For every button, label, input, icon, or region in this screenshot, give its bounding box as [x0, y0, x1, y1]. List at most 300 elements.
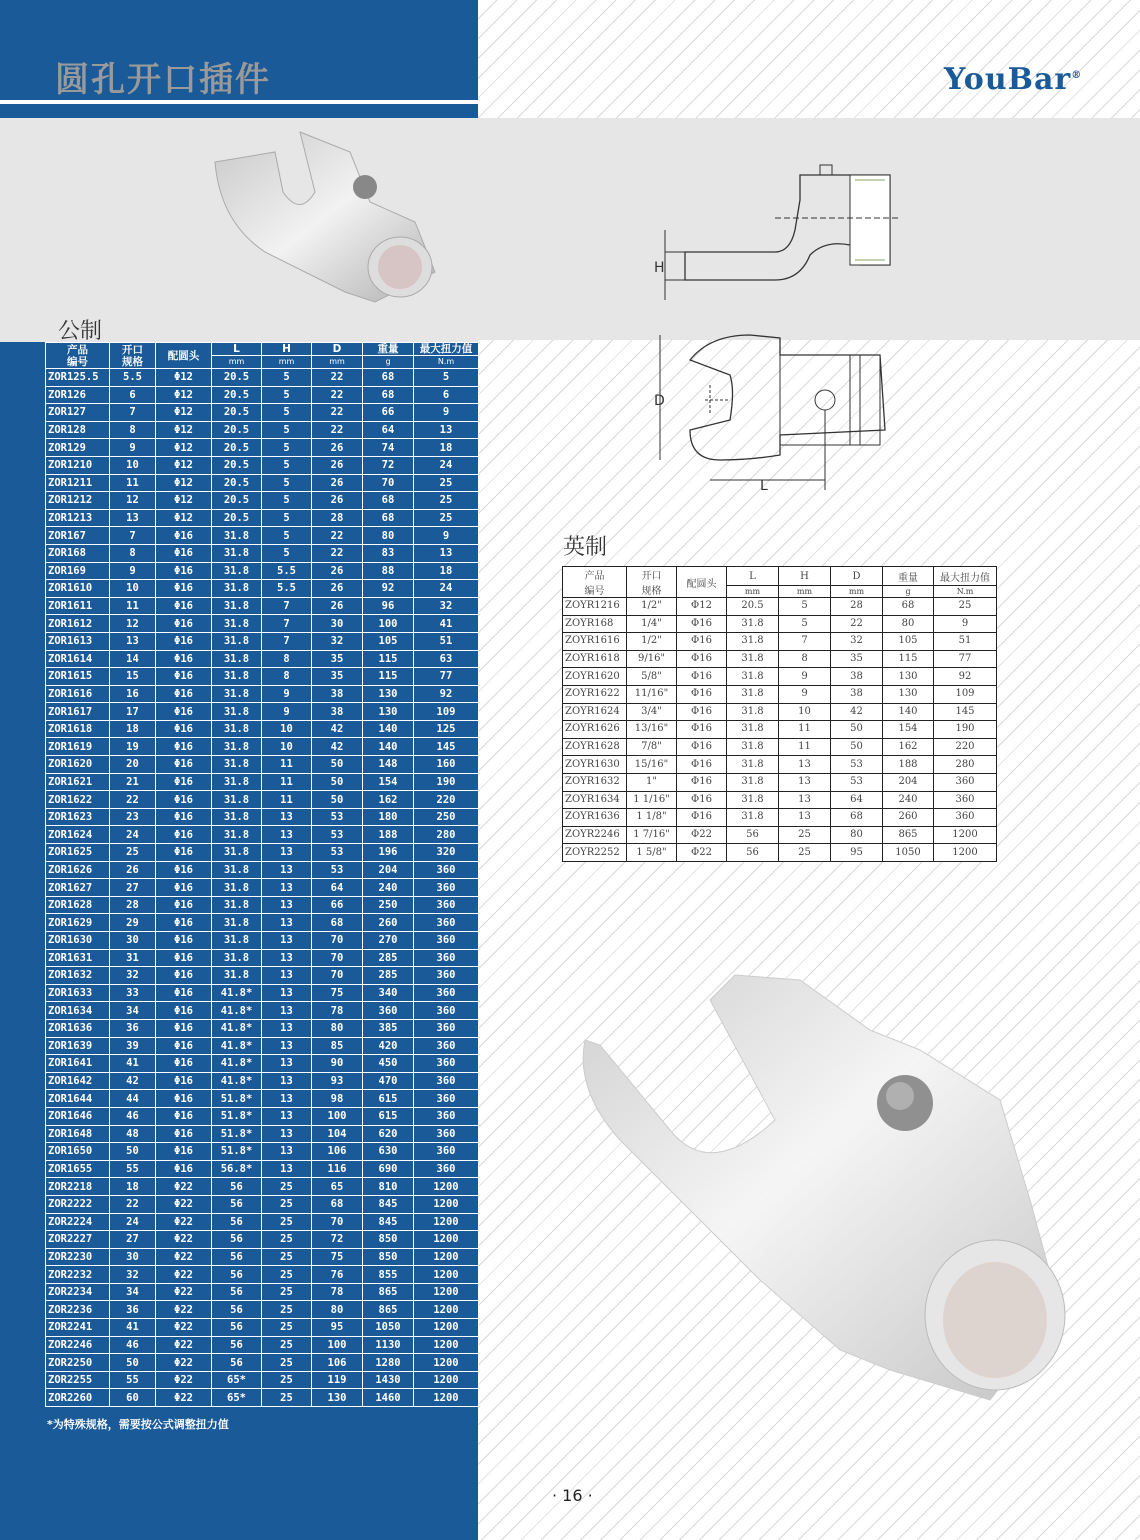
- metric-table-cell: Φ22: [156, 1231, 212, 1249]
- metric-table-cell: 470: [363, 1072, 414, 1090]
- metric-table-cell: 10: [262, 738, 312, 756]
- metric-table-cell: Φ16: [156, 527, 212, 545]
- imperial-table-cell: ZOYR1624: [563, 703, 627, 721]
- metric-table-cell: 70: [312, 949, 363, 967]
- metric-unit-cell: mm: [312, 356, 363, 369]
- metric-table-cell: 1200: [414, 1213, 479, 1231]
- metric-table-cell: 28: [312, 509, 363, 527]
- metric-table-cell: 56: [212, 1336, 262, 1354]
- imperial-table-row: [563, 756, 997, 774]
- imperial-table-cell: 13: [779, 809, 831, 827]
- metric-table-cell: 85: [312, 1037, 363, 1055]
- metric-table-cell: 25: [262, 1195, 312, 1213]
- metric-table-cell: ZOR2222: [46, 1195, 110, 1213]
- metric-table-cell: ZOR1623: [46, 808, 110, 826]
- metric-table-row: [46, 861, 479, 879]
- imperial-unit-cell: g: [883, 586, 934, 598]
- metric-header-text: 产品: [67, 343, 88, 356]
- metric-table-cell: 13: [262, 1037, 312, 1055]
- imperial-table-cell: 77: [934, 650, 997, 668]
- metric-table-cell: ZOR1618: [46, 720, 110, 738]
- metric-table-cell: 31.8: [212, 808, 262, 826]
- metric-table-cell: Φ16: [156, 791, 212, 809]
- metric-table-cell: 41.8*: [212, 1019, 262, 1037]
- metric-table-cell: 31.8: [212, 632, 262, 650]
- metric-table-cell: ZOR2232: [46, 1266, 110, 1284]
- imperial-table-cell: ZOYR1626: [563, 721, 627, 739]
- metric-table-cell: 53: [312, 861, 363, 879]
- metric-table-cell: 20.5: [212, 492, 262, 510]
- metric-header-text: D: [332, 343, 342, 355]
- imperial-table-cell: 31.8: [727, 633, 779, 651]
- metric-table-cell: Φ16: [156, 597, 212, 615]
- metric-table-cell: Φ12: [156, 439, 212, 457]
- metric-table-cell: Φ16: [156, 756, 212, 774]
- metric-table-cell: 620: [363, 1125, 414, 1143]
- imperial-table-cell: ZOYR1628: [563, 738, 627, 756]
- imperial-table-cell: 38: [831, 685, 883, 703]
- metric-table-cell: 6: [110, 386, 156, 404]
- metric-table-cell: Φ16: [156, 650, 212, 668]
- metric-table-cell: 360: [414, 1072, 479, 1090]
- metric-table-cell: 66: [363, 404, 414, 422]
- metric-table-cell: Φ16: [156, 544, 212, 562]
- metric-table-cell: 68: [363, 369, 414, 387]
- metric-table-cell: 1200: [414, 1319, 479, 1337]
- metric-table-cell: Φ12: [156, 369, 212, 387]
- metric-table-cell: 21: [110, 773, 156, 791]
- metric-table-cell: 51: [414, 632, 479, 650]
- metric-table-cell: 50: [312, 773, 363, 791]
- metric-table-cell: ZOR1628: [46, 896, 110, 914]
- metric-table-cell: 31.8: [212, 738, 262, 756]
- metric-table-cell: ZOR1610: [46, 580, 110, 598]
- imperial-table-cell: 9: [779, 668, 831, 686]
- metric-table-cell: 51.8*: [212, 1125, 262, 1143]
- imperial-table-row: [563, 685, 997, 703]
- metric-table-cell: Φ16: [156, 844, 212, 862]
- metric-table-cell: 360: [414, 1037, 479, 1055]
- metric-table-row: [46, 668, 479, 686]
- metric-table-cell: 25: [262, 1301, 312, 1319]
- metric-table-cell: 38: [312, 703, 363, 721]
- metric-table-cell: 53: [312, 808, 363, 826]
- metric-table-cell: 50: [110, 1143, 156, 1161]
- metric-table-cell: 1130: [363, 1336, 414, 1354]
- metric-table-cell: 53: [312, 826, 363, 844]
- metric-table-row: [46, 1266, 479, 1284]
- metric-table-cell: 850: [363, 1231, 414, 1249]
- imperial-table-cell: 25: [779, 826, 831, 844]
- metric-table-cell: 160: [414, 756, 479, 774]
- metric-table-cell: 31.8: [212, 879, 262, 897]
- metric-table-cell: 850: [363, 1248, 414, 1266]
- metric-table-row: [46, 492, 479, 510]
- metric-table-cell: 13: [262, 1143, 312, 1161]
- metric-table-cell: 56: [212, 1354, 262, 1372]
- metric-table-cell: ZOR126: [46, 386, 110, 404]
- metric-table-cell: ZOR129: [46, 439, 110, 457]
- metric-table-cell: 25: [262, 1231, 312, 1249]
- metric-table-cell: 5: [262, 369, 312, 387]
- metric-table-cell: 130: [312, 1389, 363, 1407]
- metric-table-row: [46, 932, 479, 950]
- metric-table-cell: 360: [414, 914, 479, 932]
- imperial-header-cell: [934, 567, 997, 586]
- metric-table-row: [46, 808, 479, 826]
- metric-table-cell: ZOR2230: [46, 1248, 110, 1266]
- metric-table-cell: 13: [262, 1002, 312, 1020]
- metric-table-row: [46, 1002, 479, 1020]
- imperial-table-row: [563, 721, 997, 739]
- metric-unit-cell: mm: [262, 356, 312, 369]
- metric-table-row: [46, 386, 479, 404]
- metric-table-cell: ZOR1611: [46, 597, 110, 615]
- metric-table-cell: 320: [414, 844, 479, 862]
- metric-table-cell: 25: [262, 1283, 312, 1301]
- imperial-table-cell: Φ16: [677, 685, 727, 703]
- metric-table-cell: Φ16: [156, 562, 212, 580]
- metric-table-cell: Φ16: [156, 879, 212, 897]
- metric-table-cell: 104: [312, 1125, 363, 1143]
- imperial-table-cell: 31.8: [727, 668, 779, 686]
- metric-table-cell: 105: [363, 632, 414, 650]
- metric-table-cell: Φ12: [156, 386, 212, 404]
- metric-table-cell: ZOR1625: [46, 844, 110, 862]
- metric-table-cell: 80: [312, 1301, 363, 1319]
- metric-table-cell: Φ16: [156, 738, 212, 756]
- metric-table-cell: 25: [262, 1354, 312, 1372]
- metric-table-cell: 1200: [414, 1301, 479, 1319]
- metric-table-row: [46, 421, 479, 439]
- metric-table-cell: 13: [262, 1072, 312, 1090]
- metric-header-cell: [212, 343, 262, 356]
- metric-table-row: [46, 1107, 479, 1125]
- imperial-table-cell: Φ16: [677, 809, 727, 827]
- imperial-header-text: H: [800, 570, 809, 582]
- metric-table-cell: 130: [363, 685, 414, 703]
- metric-table-cell: 13: [262, 844, 312, 862]
- metric-table-cell: 75: [312, 1248, 363, 1266]
- metric-table-cell: 68: [312, 914, 363, 932]
- metric-table-cell: Φ22: [156, 1354, 212, 1372]
- metric-table-cell: 60: [110, 1389, 156, 1407]
- metric-table-row: [46, 580, 479, 598]
- metric-table-row: [46, 456, 479, 474]
- metric-table-cell: 630: [363, 1143, 414, 1161]
- metric-table-cell: 80: [363, 527, 414, 545]
- metric-table-row: [46, 404, 479, 422]
- metric-table-cell: Φ16: [156, 668, 212, 686]
- metric-table-cell: 70: [363, 474, 414, 492]
- metric-table-cell: 92: [414, 685, 479, 703]
- imperial-table-cell: 204: [883, 773, 934, 791]
- imperial-table-cell: 130: [883, 668, 934, 686]
- imperial-header-text: 最大扭力值: [940, 572, 990, 584]
- metric-table-cell: 5: [262, 439, 312, 457]
- metric-table-row: [46, 1178, 479, 1196]
- metric-table-cell: 72: [363, 456, 414, 474]
- metric-table-cell: ZOR1644: [46, 1090, 110, 1108]
- metric-table-cell: 42: [110, 1072, 156, 1090]
- metric-table-row: [46, 1319, 479, 1337]
- metric-table-cell: ZOR1213: [46, 509, 110, 527]
- imperial-spec-table: [562, 566, 997, 862]
- metric-table-cell: 34: [110, 1283, 156, 1301]
- metric-table-cell: 9: [262, 703, 312, 721]
- metric-table-cell: 56.8*: [212, 1160, 262, 1178]
- imperial-table-cell: 1/4": [627, 615, 677, 633]
- imperial-header-text: 产品: [584, 571, 605, 582]
- metric-table-cell: ZOR2255: [46, 1371, 110, 1389]
- imperial-table-cell: 240: [883, 791, 934, 809]
- imperial-table-cell: Φ22: [677, 826, 727, 844]
- metric-table-cell: 810: [363, 1178, 414, 1196]
- metric-table-cell: 8: [110, 421, 156, 439]
- imperial-table-cell: 188: [883, 756, 934, 774]
- metric-table-cell: 22: [312, 404, 363, 422]
- metric-table-cell: Φ16: [156, 1037, 212, 1055]
- metric-table-cell: 23: [110, 808, 156, 826]
- metric-header-text: L: [233, 343, 240, 355]
- imperial-section-label: 英制: [563, 535, 608, 560]
- imperial-header-text: 编号: [584, 586, 605, 597]
- metric-table-cell: 5: [262, 404, 312, 422]
- metric-table-row: [46, 1143, 479, 1161]
- imperial-table-cell: 190: [934, 721, 997, 739]
- metric-table-cell: 11: [262, 791, 312, 809]
- metric-header-cell: [156, 343, 212, 369]
- metric-table-cell: 360: [414, 1090, 479, 1108]
- metric-table-cell: 26: [312, 439, 363, 457]
- metric-table-cell: 31.8: [212, 527, 262, 545]
- metric-table-row: [46, 879, 479, 897]
- metric-header-cell: [414, 343, 479, 356]
- metric-table-cell: 11: [262, 756, 312, 774]
- imperial-header-cell: [883, 567, 934, 586]
- metric-table-cell: 26: [312, 492, 363, 510]
- imperial-table-cell: 68: [883, 598, 934, 616]
- metric-table-cell: ZOR1631: [46, 949, 110, 967]
- metric-table-cell: ZOR1648: [46, 1125, 110, 1143]
- metric-table-cell: 119: [312, 1371, 363, 1389]
- imperial-table-cell: 25: [934, 598, 997, 616]
- imperial-table-row: [563, 650, 997, 668]
- metric-table-cell: 25: [262, 1266, 312, 1284]
- imperial-table-cell: 8: [779, 650, 831, 668]
- imperial-header-cell: [677, 567, 727, 598]
- metric-table-cell: 360: [414, 967, 479, 985]
- metric-table-cell: 56: [212, 1213, 262, 1231]
- metric-table-cell: 31.8: [212, 791, 262, 809]
- metric-table-cell: 8: [110, 544, 156, 562]
- metric-table-cell: 56: [212, 1248, 262, 1266]
- metric-table-cell: Φ12: [156, 456, 212, 474]
- d-dimension-label: D: [654, 393, 665, 409]
- imperial-table-row: [563, 615, 997, 633]
- metric-table-row: [46, 1090, 479, 1108]
- metric-table-row: [46, 597, 479, 615]
- metric-table-cell: 360: [414, 949, 479, 967]
- imperial-table-cell: 1/2": [627, 633, 677, 651]
- metric-table-cell: 22: [110, 1195, 156, 1213]
- imperial-table-cell: ZOYR1616: [563, 633, 627, 651]
- metric-table-cell: 420: [363, 1037, 414, 1055]
- metric-table-cell: 24: [110, 1213, 156, 1231]
- metric-table-cell: 25: [262, 1213, 312, 1231]
- metric-table-cell: ZOR1639: [46, 1037, 110, 1055]
- metric-table-cell: 31.8: [212, 967, 262, 985]
- metric-table-cell: 32: [110, 967, 156, 985]
- metric-table-cell: Φ12: [156, 421, 212, 439]
- metric-table-cell: Φ22: [156, 1213, 212, 1231]
- metric-table-cell: 1460: [363, 1389, 414, 1407]
- metric-table-row: [46, 1125, 479, 1143]
- metric-table-cell: 36: [110, 1019, 156, 1037]
- metric-table-cell: 13: [262, 879, 312, 897]
- metric-table-cell: 115: [363, 668, 414, 686]
- metric-table-row: [46, 562, 479, 580]
- metric-table-cell: 56: [212, 1283, 262, 1301]
- metric-table-cell: 22: [110, 791, 156, 809]
- metric-table-cell: 360: [414, 984, 479, 1002]
- metric-table-cell: 13: [262, 1055, 312, 1073]
- imperial-table-cell: 56: [727, 844, 779, 862]
- metric-table-cell: 31: [110, 949, 156, 967]
- imperial-table-cell: 1200: [934, 844, 997, 862]
- metric-table-cell: 56: [212, 1231, 262, 1249]
- metric-table-cell: ZOR1614: [46, 650, 110, 668]
- metric-table-cell: 70: [312, 1213, 363, 1231]
- metric-table-cell: Φ16: [156, 1019, 212, 1037]
- metric-table-cell: 33: [110, 984, 156, 1002]
- imperial-table-cell: 220: [934, 738, 997, 756]
- imperial-table-cell: 109: [934, 685, 997, 703]
- metric-table-cell: 1430: [363, 1371, 414, 1389]
- imperial-table-header: [563, 567, 997, 598]
- metric-table-cell: 6: [414, 386, 479, 404]
- metric-table-cell: 106: [312, 1354, 363, 1372]
- metric-table-cell: 360: [414, 896, 479, 914]
- metric-table-cell: 55: [110, 1160, 156, 1178]
- metric-table-cell: 5.5: [262, 562, 312, 580]
- metric-table-cell: Φ16: [156, 896, 212, 914]
- metric-table-cell: 845: [363, 1213, 414, 1231]
- imperial-table-row: [563, 598, 997, 616]
- metric-table-row: [46, 1301, 479, 1319]
- large-product-photo: [560, 970, 1085, 1410]
- imperial-table-cell: 360: [934, 809, 997, 827]
- metric-table-cell: ZOR2224: [46, 1213, 110, 1231]
- imperial-table-cell: 1 1/16": [627, 791, 677, 809]
- metric-table-cell: 12: [110, 615, 156, 633]
- metric-table-cell: 340: [363, 984, 414, 1002]
- metric-table-cell: 690: [363, 1160, 414, 1178]
- metric-table-row: [46, 685, 479, 703]
- metric-table-cell: 109: [414, 703, 479, 721]
- metric-table-cell: 360: [414, 1125, 479, 1143]
- imperial-table-cell: Φ16: [677, 650, 727, 668]
- metric-table-cell: 41.8*: [212, 984, 262, 1002]
- metric-table-cell: 5: [414, 369, 479, 387]
- imperial-table-cell: 20.5: [727, 598, 779, 616]
- metric-table-cell: 51.8*: [212, 1090, 262, 1108]
- metric-table-cell: Φ16: [156, 1072, 212, 1090]
- metric-table-cell: Φ16: [156, 1160, 212, 1178]
- metric-table-cell: 20.5: [212, 369, 262, 387]
- metric-table-cell: ZOR1619: [46, 738, 110, 756]
- metric-table-cell: 24: [414, 456, 479, 474]
- metric-header-text: 编号: [67, 355, 88, 368]
- metric-table-cell: 13: [262, 984, 312, 1002]
- metric-table-cell: ZOR1211: [46, 474, 110, 492]
- metric-table-cell: 360: [414, 1055, 479, 1073]
- metric-table-cell: ZOR2236: [46, 1301, 110, 1319]
- imperial-table-cell: 32: [831, 633, 883, 651]
- metric-table-cell: 865: [363, 1283, 414, 1301]
- metric-table-cell: 148: [363, 756, 414, 774]
- metric-table-cell: 31.8: [212, 650, 262, 668]
- metric-header-cell: [110, 343, 156, 369]
- metric-table-cell: 68: [363, 386, 414, 404]
- metric-table-cell: 100: [363, 615, 414, 633]
- metric-table-cell: ZOR2227: [46, 1231, 110, 1249]
- metric-table-cell: ZOR1630: [46, 932, 110, 950]
- metric-table-cell: ZOR1620: [46, 756, 110, 774]
- metric-table-cell: ZOR1650: [46, 1143, 110, 1161]
- metric-table-cell: Φ16: [156, 580, 212, 598]
- metric-table-cell: 13: [262, 914, 312, 932]
- metric-table-cell: ZOR168: [46, 544, 110, 562]
- metric-table-row: [46, 738, 479, 756]
- imperial-table-cell: 13/16": [627, 721, 677, 739]
- metric-table-cell: 13: [262, 1090, 312, 1108]
- imperial-table-cell: 68: [831, 809, 883, 827]
- page-title: 圆孔开口插件: [55, 60, 271, 100]
- metric-table-cell: Φ16: [156, 861, 212, 879]
- metric-table-cell: 385: [363, 1019, 414, 1037]
- metric-table-cell: 5: [262, 509, 312, 527]
- metric-table-row: [46, 650, 479, 668]
- small-product-photo: [205, 122, 445, 312]
- metric-table-cell: 1200: [414, 1371, 479, 1389]
- metric-header-text: 规格: [122, 355, 143, 368]
- metric-table-cell: 140: [363, 720, 414, 738]
- metric-table-cell: 34: [110, 1002, 156, 1020]
- metric-table-cell: 32: [110, 1266, 156, 1284]
- metric-table-row: [46, 984, 479, 1002]
- metric-table-cell: 5: [262, 421, 312, 439]
- metric-unit-cell: N.m: [414, 356, 479, 369]
- metric-table-cell: 11: [110, 474, 156, 492]
- metric-table-row: [46, 1389, 479, 1407]
- metric-header-text: 重量: [377, 343, 399, 355]
- metric-table-cell: 50: [312, 756, 363, 774]
- metric-table-row: [46, 1231, 479, 1249]
- imperial-table-cell: 1 5/8": [627, 844, 677, 862]
- metric-table-cell: 1200: [414, 1248, 479, 1266]
- metric-header-cell: [46, 343, 110, 369]
- metric-table-cell: ZOR2246: [46, 1336, 110, 1354]
- metric-table-cell: 31.8: [212, 932, 262, 950]
- metric-table-cell: 78: [312, 1002, 363, 1020]
- metric-table-cell: 140: [363, 738, 414, 756]
- metric-table-cell: ZOR1642: [46, 1072, 110, 1090]
- imperial-table-cell: 50: [831, 738, 883, 756]
- metric-table-cell: 13: [262, 1125, 312, 1143]
- metric-table-cell: 46: [110, 1107, 156, 1125]
- imperial-header-cell: [563, 567, 627, 598]
